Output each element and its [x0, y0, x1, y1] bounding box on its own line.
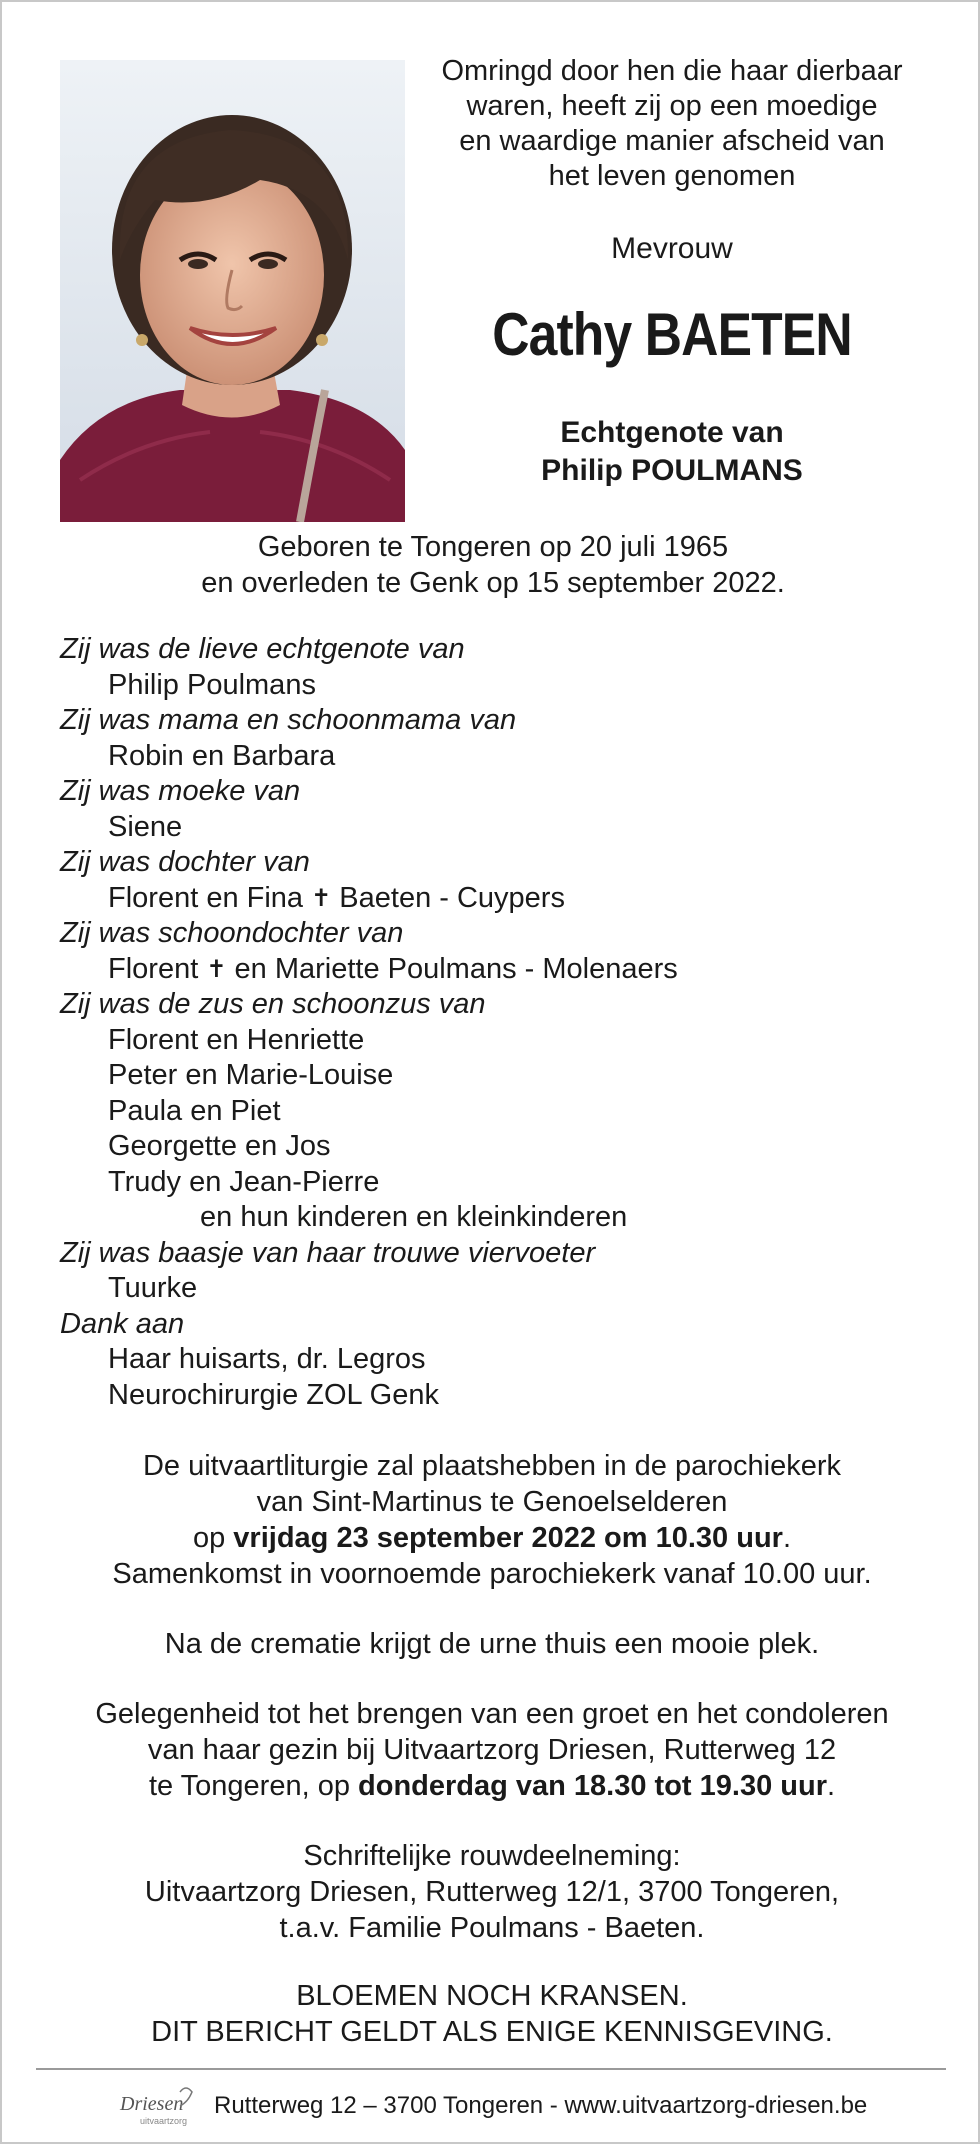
relation-heading: Zij was de zus en schoonzus van	[60, 988, 486, 1020]
honorific: Mevrouw	[611, 232, 733, 265]
written-line: t.a.v. Familie Poulmans - Baeten.	[279, 1912, 705, 1944]
relative-name-part: Florent	[108, 952, 199, 985]
condolence-text: .	[827, 1770, 836, 1802]
liturgy-line: Samenkomst in voornoemde parochiekerk vanaf 10.00 uur.	[112, 1558, 872, 1590]
condolence-text: te Tongeren, op	[148, 1770, 359, 1802]
funeral-home-logo	[118, 2082, 208, 2132]
condolence-line	[42, 1768, 942, 1804]
family-list	[60, 632, 930, 1413]
relative-name-part: Florent en Fina	[108, 881, 304, 914]
descendants-line: en hun kinderen en kleinkinderen	[200, 1201, 628, 1233]
portrait-photo	[60, 60, 405, 522]
relation-heading: Zij was mama en schoonmama van	[60, 704, 517, 736]
relative-name-part: en Mariette Poulmans - Molenaers	[234, 952, 678, 985]
condolence-time: donderdag van 18.30 tot 19.30 uur	[358, 1770, 827, 1802]
condolence-line: van haar gezin bij Uitvaartzorg Driesen, Rutterweg 12	[147, 1734, 837, 1766]
relative-name: Trudy en Jean-Pierre	[108, 1165, 380, 1198]
liturgy-line: De uitvaartliturgie zal plaatshebben in de parochiekerk	[142, 1450, 842, 1482]
cross-icon: ✝	[311, 884, 332, 912]
relative-name-part: Baeten - Cuypers	[339, 881, 565, 914]
liturgy-date: vrijdag 23 september 2022 om 10.30 uur	[233, 1522, 783, 1554]
footer-divider	[36, 2068, 946, 2070]
relative-name: Florent en Henriette	[108, 1023, 365, 1056]
condolence-line: Gelegenheid tot het brengen van een groet en het condoleren	[95, 1698, 889, 1730]
relative-name: Peter en Marie-Louise	[108, 1059, 394, 1091]
written-line: Schriftelijke rouwdeelneming:	[303, 1840, 681, 1872]
condolence-info	[42, 1696, 942, 1804]
cremation-note	[42, 1626, 942, 1662]
cremation-line: Na de crematie krijgt de urne thuis een mooie plek.	[164, 1628, 820, 1660]
relative-name: Philip Poulmans	[108, 668, 316, 701]
liturgy-line	[42, 1520, 942, 1556]
spouse-name: Philip POULMANS	[541, 454, 803, 487]
footer	[118, 2082, 938, 2132]
relation-heading: Zij was dochter van	[60, 846, 310, 878]
intro-line: Omringd door hen die haar dierbaar	[441, 55, 903, 87]
birth-line: Geboren te Tongeren op 20 juli 1965	[257, 531, 729, 563]
intro-line: het leven genomen	[548, 160, 796, 192]
relative-name: Georgette en Jos	[108, 1130, 331, 1162]
written-condolence	[42, 1838, 942, 1946]
logo-wordmark: Driesen	[120, 2093, 184, 2115]
spouse-block	[412, 414, 932, 490]
closing-line: BLOEMEN NOCH KRANSEN.	[296, 1980, 688, 2012]
relation-heading: Zij was moeke van	[60, 775, 301, 807]
relative-name	[60, 952, 930, 988]
liturgy-text: .	[782, 1522, 792, 1554]
written-line: Uitvaartzorg Driesen, Rutterweg 12/1, 3700 Tongeren,	[144, 1876, 840, 1908]
relation-heading: Zij was baasje van haar trouwe viervoeter	[60, 1236, 596, 1269]
relative-name: Paula en Piet	[108, 1094, 281, 1127]
birth-death-info	[60, 529, 926, 601]
relation-heading: Dank aan	[60, 1307, 185, 1340]
thanks-item: Haar huisarts, dr. Legros	[108, 1343, 426, 1375]
footer-address: Rutterweg 12 – 3700 Tongeren - www.uitvaartzorg-driesen.be	[214, 2092, 868, 2119]
thanks-item: Neurochirurgie ZOL Genk	[108, 1378, 439, 1411]
relative-name	[60, 881, 930, 917]
cross-icon: ✝	[206, 955, 227, 983]
relative-name: Siene	[108, 810, 183, 843]
liturgy-text: op	[192, 1522, 234, 1554]
death-line: en overleden te Genk op 15 september 2022.	[201, 567, 785, 599]
intro-line: en waardige manier afscheid van	[459, 125, 885, 157]
deceased-name: Cathy BAETEN	[492, 301, 852, 368]
relation-heading: Zij was schoondochter van	[60, 917, 404, 949]
closing-notice	[42, 1978, 942, 2050]
relative-name: Robin en Barbara	[108, 739, 336, 772]
liturgy-info	[42, 1448, 942, 1592]
liturgy-line: van Sint-Martinus te Genoelselderen	[256, 1486, 728, 1518]
spouse-label: Echtgenote van	[560, 416, 784, 449]
pet-name: Tuurke	[108, 1272, 198, 1304]
closing-line: DIT BERICHT GELDT ALS ENIGE KENNISGEVING.	[151, 2016, 833, 2048]
intro-line: waren, heeft zij op een moedige	[466, 90, 878, 122]
logo-subtitle: uitvaartzorg	[140, 2116, 188, 2126]
intro-text	[412, 54, 932, 194]
relation-heading: Zij was de lieve echtgenote van	[60, 633, 465, 665]
